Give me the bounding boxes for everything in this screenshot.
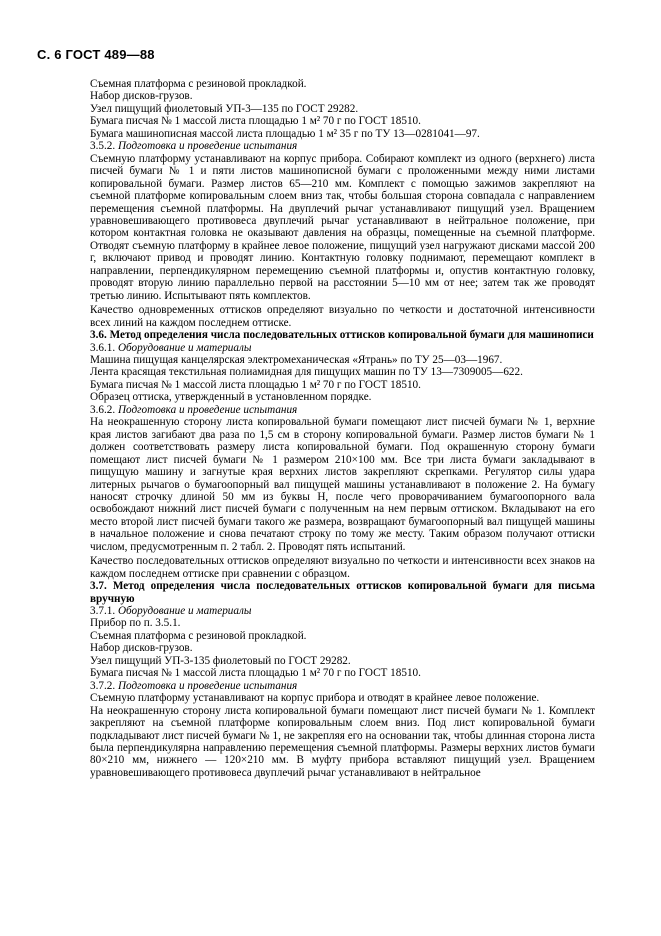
paragraph: Съемную платформу устанавливают на корпус прибора. Собирают комплект из одного (верхнего) листа писчей бумаги № 1 и пяти листов машинописной бумаги с проложенными между ними листами копировальной бумаги. Размер листов 65—210 мм. Комплект с помощью зажимов закрепляют на съемной платформе копировальным слоем вниз так, чтобы большая сторона совпадала с направлением перемещения съемной платформы. На двуплечий рычаг устанавливают пищущий узел. Вращением уравновешивающего противовеса двуплечий рычаг устанавливают в нейтральное положение, при котором контактная головка не оказывают давления на образцы, помещенные на съемной платформе. Отводят съемную платформу в крайнее левое положение, пищущий узел нагружают дисками массой 200 г, включают привод и проводят линию. Контактную головку поднимают, перемещают комплект в направлении, перпендикулярном перемещению съемной платформы и, опустив контактную головку, проводят вторую линию параллельно первой на расстоянии 5—10 мм от нее; затем так же проводят третью линию. Испытывают пять комплектов. [90,152,595,302]
subsection-title: Подготовка и проведение испытания [117,140,298,153]
subsection-heading [90,404,595,416]
paragraph: На неокрашенную сторону листа копировальной бумаги помещают лист писчей бумаги № 1. Комплект закрепляют на съемной платформе копировальным слоем вниз. Под лист копировальной бумаги подкладывают лист писчей бумаги № 1, не закрепляя его на основании так, чтобы длинная сторона листа была перпендикулярна направлению перемещения съемной платформы. Размеры верхних листов бумаги 80×210 мм, нижнего — 120×210 мм. В муфту прибора вставляют пищущий узел. Вращением уравновешивающего противовеса двуплечий рычаг устанавливают в нейтральное [90,704,595,779]
text-line: Узел пищущий фиолетовый УП-3—135 по ГОСТ 29282. [90,102,359,115]
subsection-number: 3.6.1. [90,341,116,354]
text-line: Съемная платформа с резиновой прокладкой. [90,78,307,90]
text-line: Машина пищущая канцелярская электромеханическая «Ятрань» по ТУ 25—03—1967. [90,353,503,366]
paragraph: Качество одновременных оттисков определяют визуально по четкости и достаточной интенсивности всех линий на каждом последнем оттиске. [90,304,595,329]
text-line: Лента красящая текстильная полиамидная для пищущих машин по ТУ 13—7309005—622. [90,366,523,379]
paragraph: На неокрашенную сторону листа копировальной бумаги помещают лист писчей бумаги № 1, верхние края листов загибают два раза по 1,5 см в сторону копировальной бумаги. Размер листов бумаги № 1 должен соответствовать размеру листа копировальной бумаги. Под окрашенную сторону бумаги помещают лист писчей бумаги № 1 размером 210×100 мм. Все три листа бумаги закладывают в пищущую машину и загнутые края верхних листов закрепляют скрепками. Регулятор силы удара литерных рычагов о бумагоопорный вал пищущей машины устанавливают в положение 2. На бумагу наносят строчку длиной 50 мм из буквы Н, после чего проворачиванием бумагоопорного вала освобождают нижний лист писчей бумаги с полученным на нем первым оттиском. Вкладывают на его место второй лист писчей бумаги такого же размера, возвращают бумагоопорный вал пищущей машины в начальное положение и снова печатают строку по тому же месту. Таким образом получают оттиски числом, предусмотренным п. 2 табл. 2. Проводят пять испытаний. [90,416,595,553]
text-line: Бумага писчая № 1 массой листа площадью 1 м² 70 г по ГОСТ 18510. [90,667,421,680]
subsection-heading [90,140,595,152]
section-heading: 3.6. Метод определения числа последовательных оттисков копировальной бумаги для машинописи [90,329,594,342]
subsection-number: 3.6.2. [90,403,116,416]
text-line: Бумага писчая № 1 массой листа площадью 1 м² 70 г по ГОСТ 18510. [90,378,421,391]
subsection-heading [90,605,595,617]
text-line: Бумага писчая № 1 массой листа площадью 1 м² 70 г по ГОСТ 18510. [90,115,421,128]
text-line: Узел пищущий УП-3-135 фиолетовый по ГОСТ 29282. [90,654,351,667]
subsection-heading [90,342,595,354]
subsection-title: Подготовка и проведение испытания [117,403,298,416]
subsection-heading [90,680,595,692]
subsection-number: 3.7.1. [90,605,116,618]
text-line: Бумага машинописная массой листа площадью 1 м² 35 г по ТУ 13—0281041—97. [90,127,480,140]
text-line: Прибор по п. 3.5.1. [90,617,181,630]
paragraph: Качество последовательных оттисков определяют визуально по четкости и интенсивности всех знаков на каждом последнем оттиске при сравнении с образцом. [90,555,595,580]
text-line: Набор дисков-грузов. [90,642,193,655]
section-heading: 3.7. Метод определения числа последовательных оттисков копировальной бумаги для письма вручную [90,580,595,605]
subsection-number: 3.7.2. [90,679,116,692]
document-body [90,78,595,779]
text-line: Набор дисков-грузов. [90,90,193,103]
subsection-title: Подготовка и проведение испытания [117,679,298,692]
subsection-title: Оборудование и материалы [117,605,252,618]
text-line: Образец оттиска, утвержденный в установленном порядке. [90,391,372,404]
paragraph: Съемную платформу устанавливают на корпус прибора и отводят в крайнее левое положение. [90,692,540,705]
page-header: С. 6 ГОСТ 489—88 [37,47,155,62]
subsection-number: 3.5.2. [90,140,116,153]
text-line: Съемная платформа с резиновой прокладкой. [90,629,307,642]
subsection-title: Оборудование и материалы [117,341,252,354]
